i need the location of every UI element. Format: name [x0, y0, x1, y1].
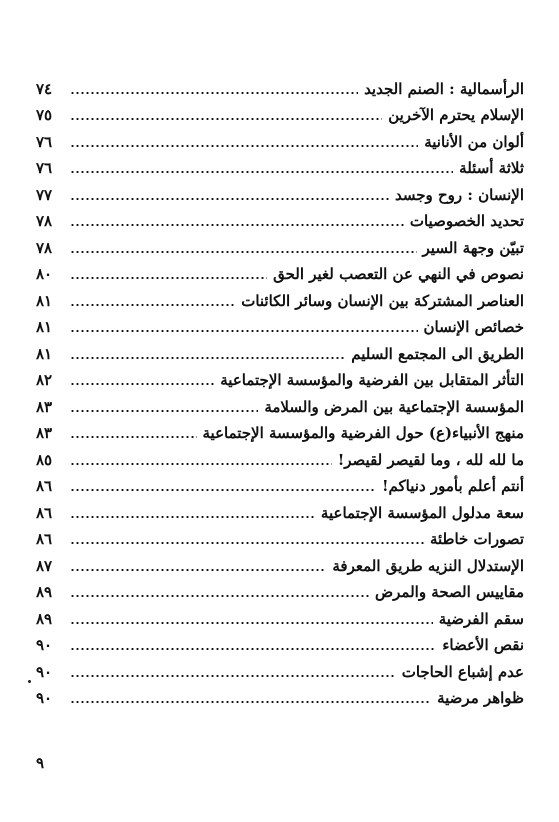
toc-entry: [36, 203, 524, 230]
dot-leader: [70, 542, 424, 544]
dot-leader: [70, 516, 315, 518]
toc-entry: [36, 547, 524, 574]
dot-leader: [70, 330, 418, 332]
toc-entry-page: ٨١: [36, 318, 53, 336]
toc-entry-page: ٨٣: [36, 397, 53, 416]
toc-entry-title: الإسلام يحترم الآخرين: [388, 106, 524, 124]
toc-entry-title: الإستدلال النزيه طريق المعرفة: [332, 556, 524, 575]
toc-entry-title: خصائص الإنسان: [423, 318, 524, 336]
toc-entry: [36, 600, 524, 627]
toc-entry-page: ٨٠: [36, 265, 53, 283]
toc-entry-page: ٧٦: [36, 159, 53, 177]
dot-leader: [70, 701, 431, 703]
toc-entry: [36, 441, 524, 468]
dot-leader: [70, 171, 453, 173]
toc-entry: [36, 415, 524, 442]
toc-entry-page: ٨٦: [36, 477, 53, 495]
toc-entry-page: ٨٦: [36, 503, 53, 522]
toc-entry-title: نقص الأعضاء: [442, 636, 524, 654]
toc-entry: [36, 468, 524, 495]
dot-leader: [70, 648, 436, 650]
toc-entry-page: ٨٧: [36, 556, 53, 575]
toc-entry-title: سقم الفرضية: [438, 609, 524, 628]
toc-entry-page: ٨٩: [36, 583, 53, 601]
toc-entry-page: ٨٢: [36, 371, 53, 389]
dot-leader: [70, 569, 326, 571]
dot-leader: [70, 224, 404, 226]
dot-leader: [70, 383, 214, 385]
table-of-contents: [36, 70, 524, 706]
dot-leader: [70, 92, 358, 94]
toc-entry-page: ٨٩: [36, 609, 53, 628]
toc-entry-page: ٩٠: [36, 662, 53, 681]
toc-entry-page: ٧٤: [36, 79, 53, 98]
toc-entry-page: ٩٠: [36, 636, 53, 654]
toc-entry-title: العناصر المشتركة بين الإنسان وسائر الكائنات: [241, 291, 524, 310]
page-number: ٩: [36, 754, 45, 772]
toc-entry: [36, 309, 524, 336]
toc-entry-title: تبيّن وجهة السير: [422, 238, 524, 257]
dot-leader: [70, 304, 235, 306]
toc-entry: [36, 70, 524, 97]
toc-entry-title: الإنسان : روح وجسد: [394, 185, 524, 204]
toc-entry-page: ٨٣: [36, 424, 53, 442]
dot-leader: [70, 595, 369, 597]
dot-leader: [70, 436, 197, 438]
toc-entry: [36, 627, 524, 654]
toc-entry: [36, 362, 524, 389]
toc-entry-page: ٧٥: [36, 106, 53, 124]
toc-entry: [36, 521, 524, 548]
toc-entry-title: الرأسمالية : الصنم الجديد: [364, 79, 524, 98]
toc-entry-page: ٨٦: [36, 530, 53, 548]
toc-entry: [36, 229, 524, 256]
toc-entry-title: ألوان من الأنانية: [424, 132, 524, 151]
dot-leader: [70, 622, 433, 624]
toc-entry: [36, 282, 524, 309]
toc-entry: [36, 97, 524, 124]
toc-entry-title: ما لله لله ، وما لقيصر لقيصر!: [337, 450, 524, 469]
toc-entry-title: مقاييس الصحة والمرض: [375, 583, 524, 601]
dot-leader: [70, 118, 382, 120]
dot-leader: [70, 145, 418, 147]
dot-leader: [70, 251, 417, 253]
toc-entry-page: ٨١: [36, 344, 53, 363]
toc-entry-title: التأثر المتقابل بين الفرضية والمؤسسة الإجتماعية: [220, 371, 524, 389]
toc-entry-title: الطريق الى المجتمع السليم: [351, 344, 524, 363]
dot-leader: [70, 410, 258, 412]
toc-entry-page: ٧٨: [36, 212, 53, 230]
toc-entry: [36, 680, 524, 707]
dot-leader: [70, 357, 345, 359]
toc-entry: [36, 150, 524, 177]
toc-entry: [36, 123, 524, 150]
dot-leader: [70, 675, 396, 677]
toc-entry: [36, 176, 524, 203]
toc-entry-page: ٨١: [36, 291, 53, 310]
toc-entry-page: ٧٧: [36, 185, 53, 204]
toc-entry-title: منهج الأنبياء(ع) حول الفرضية والمؤسسة الإجتماعية: [202, 424, 524, 442]
toc-entry: [36, 494, 524, 521]
toc-entry-title: المؤسسة الإجتماعية بين المرض والسلامة: [264, 397, 524, 416]
toc-entry-page: ٩٠: [36, 689, 53, 707]
dot-leader: [70, 198, 389, 200]
toc-entry-page: ٨٥: [36, 450, 53, 469]
toc-entry-page: ٧٨: [36, 238, 53, 257]
toc-entry: [36, 653, 524, 680]
toc-entry-title: نصوص في النهي عن التعصب لغير الحق: [273, 265, 524, 283]
toc-entry-title: ثلاثة أسئلة: [459, 159, 524, 177]
toc-entry: [36, 574, 524, 601]
dot-leader: [70, 489, 376, 491]
toc-entry-page: ٧٦: [36, 132, 53, 151]
toc-entry-title: ظواهر مرضية: [437, 689, 524, 707]
toc-entry: [36, 388, 524, 415]
toc-entry-title: عدم إشباع الحاجات: [401, 662, 524, 681]
dot-leader: [70, 277, 267, 279]
toc-entry-title: تحديد الخصوصيات: [409, 212, 524, 230]
dot-leader: [70, 463, 332, 465]
toc-entry-title: سعة مدلول المؤسسة الإجتماعية: [320, 503, 524, 522]
toc-entry: [36, 256, 524, 283]
toc-entry-title: أنتم أعلم بأمور دنياكم!: [381, 477, 524, 495]
toc-entry: [36, 335, 524, 362]
stray-mark: [28, 680, 31, 683]
toc-entry-title: تصورات خاطئة: [429, 530, 524, 548]
